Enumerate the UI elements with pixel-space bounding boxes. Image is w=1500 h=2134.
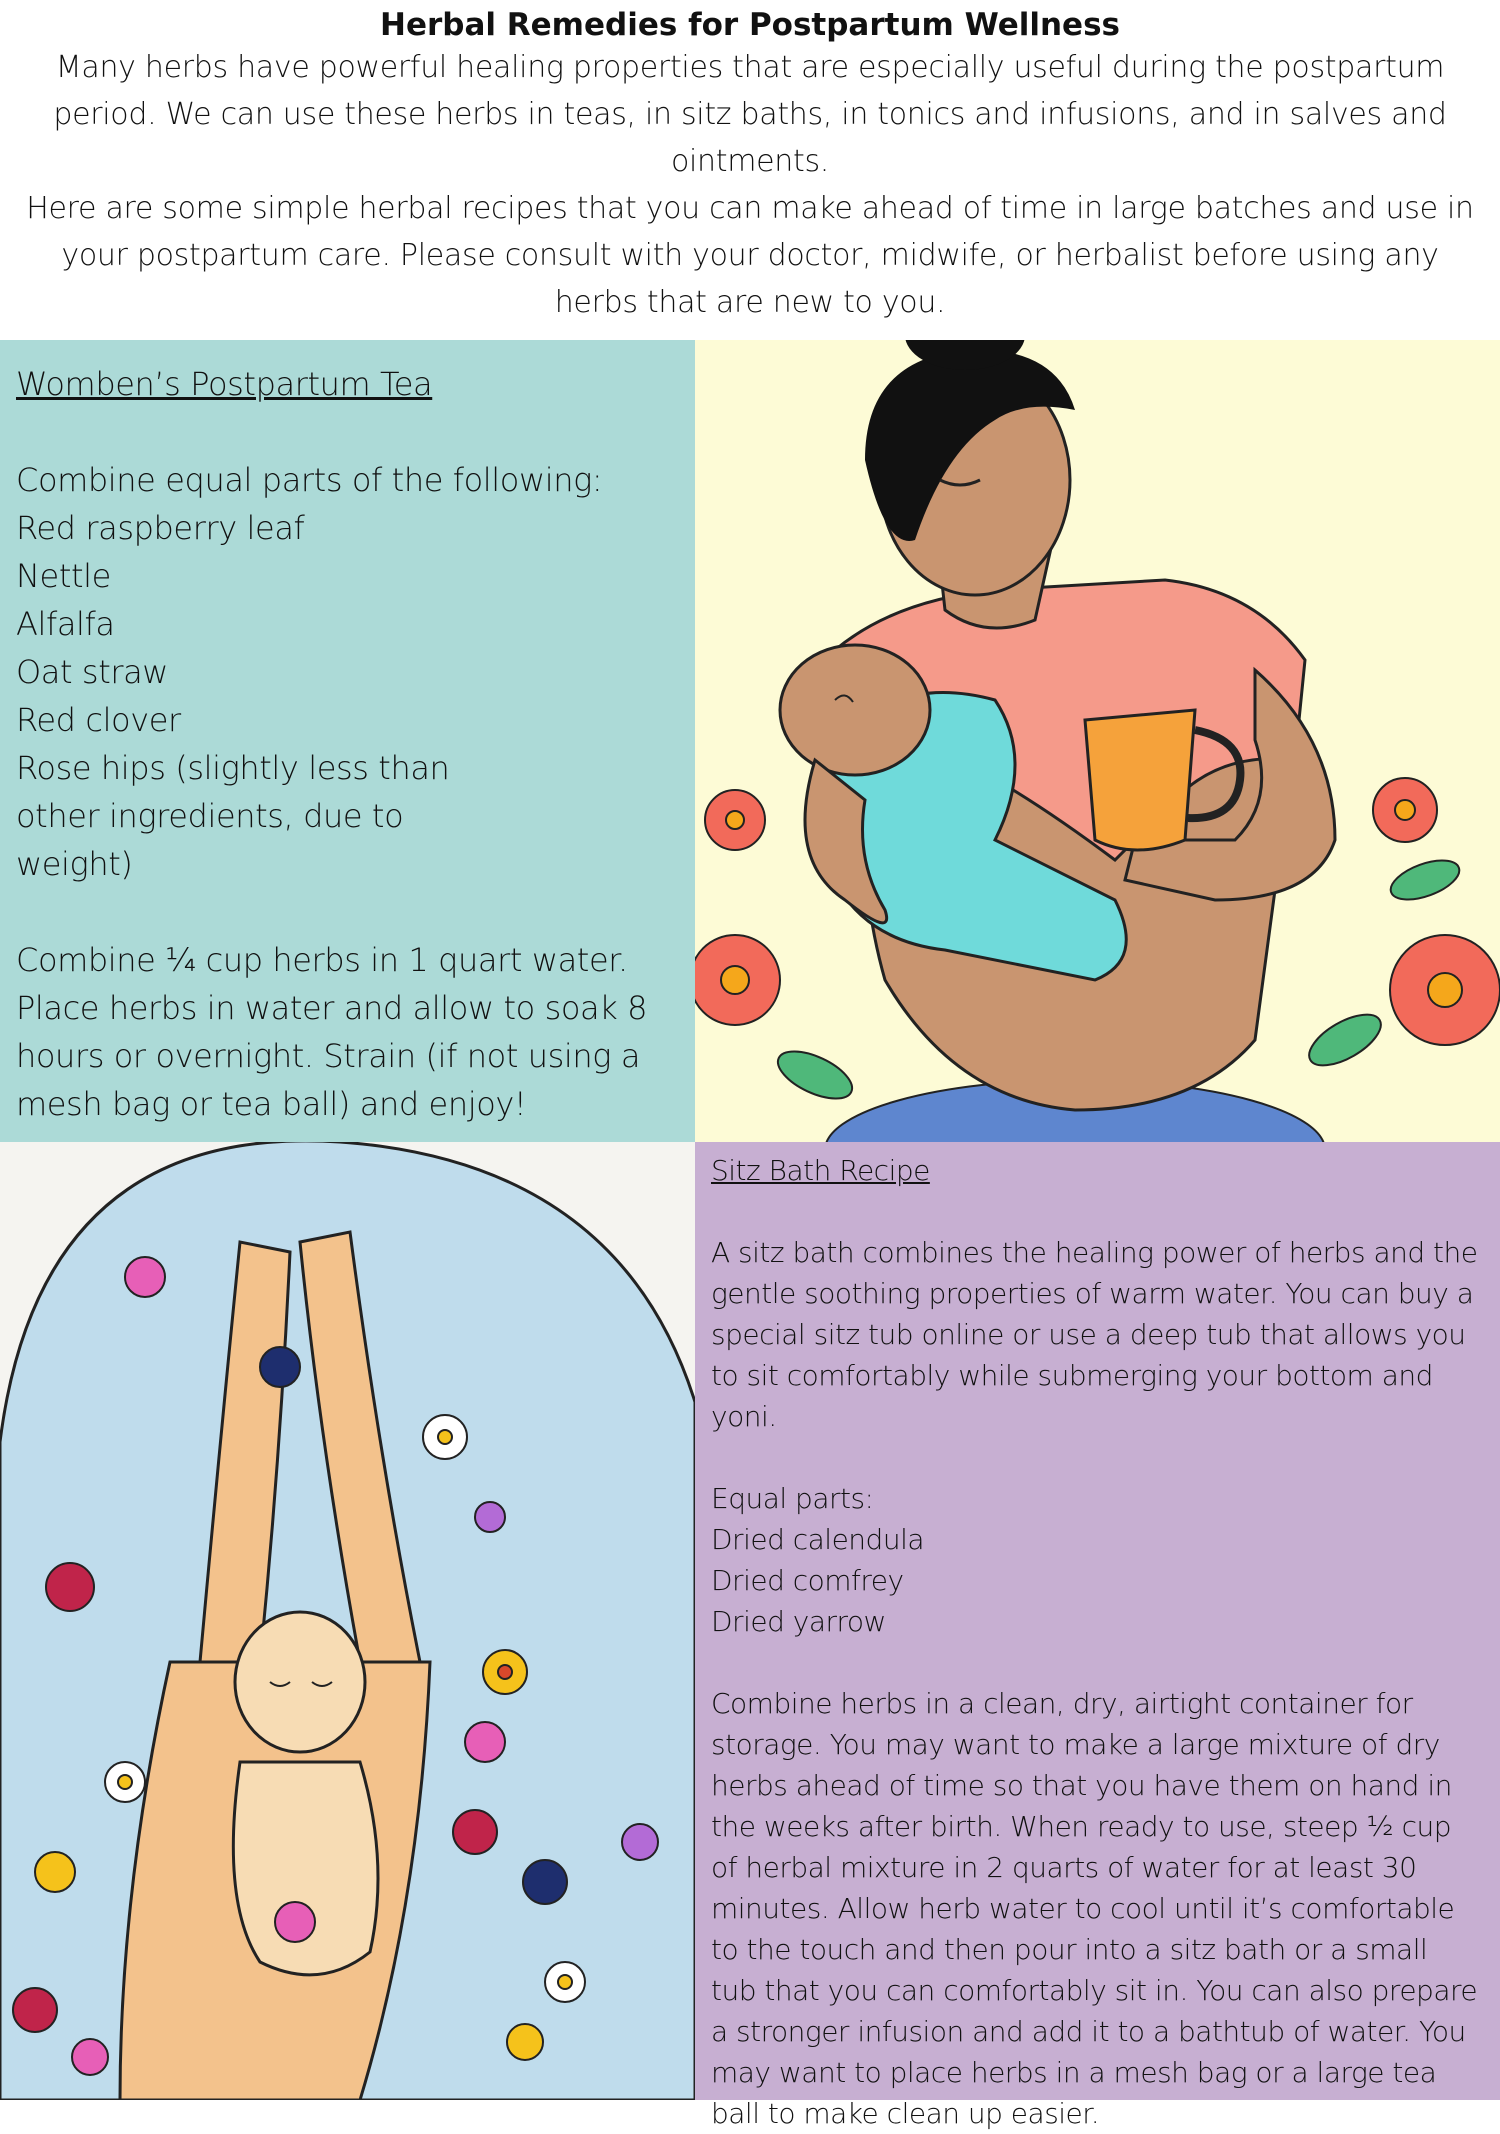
- sitz-heading: Sitz Bath Recipe: [711, 1154, 930, 1187]
- tea-recipe-panel: [0, 340, 695, 1142]
- tea-lead: Combine equal parts of the following:: [16, 461, 603, 499]
- sitz-ingredient: Dried yarrow: [711, 1605, 886, 1638]
- tea-heading: Wombenʼs Postpartum Tea: [16, 365, 433, 403]
- intro-paragraph-1: Many herbs have powerful healing properties that are especially useful during the postpartum period. We can use these herbs in teas, in sitz baths, in tonics and infusions, and in salves and ointments.: [53, 50, 1447, 179]
- tea-ingredient: Rose hips (slightly less than other ingredients, due to weight): [16, 749, 450, 883]
- tea-ingredient: Nettle: [16, 557, 111, 595]
- page-title: Herbal Remedies for Postpartum Wellness: [380, 7, 1120, 43]
- tea-ingredient: Oat straw: [16, 653, 169, 691]
- bath-illustration: [0, 1142, 695, 2100]
- sitz-intro: A sitz bath combines the healing power of herbs and the gentle soothing properties of warm water. You can buy a special sitz tub online or use a deep tub that allows you to sit comfortably while submerging your bottom and yoni.: [711, 1236, 1478, 1433]
- sitz-ingredient: Dried comfrey: [711, 1564, 904, 1597]
- sitz-lead: Equal parts:: [711, 1482, 874, 1515]
- tea-ingredient: Red raspberry leaf: [16, 509, 305, 547]
- tea-ingredient: Red clover: [16, 701, 181, 739]
- sitz-recipe-panel: [695, 1142, 1500, 2130]
- intro-paragraph-2: Here are some simple herbal recipes that you can make ahead of time in large batches and use in your postpartum care. Please consult with your doctor, midwife, or herbalist before using any herbs that are new to you.: [26, 191, 1474, 320]
- header: [0, 0, 1500, 340]
- tea-instructions: Combine ¼ cup herbs in 1 quart water. Place herbs in water and allow to soak 8 hours or overnight. Strain (if not using a mesh bag or tea ball) and enjoy!: [16, 941, 648, 1123]
- sitz-ingredient: Dried calendula: [711, 1523, 925, 1556]
- tea-ingredient: Alfalfa: [16, 605, 115, 643]
- sitz-instructions: Combine herbs in a clean, dry, airtight container for storage. You may want to make a large mixture of dry herbs ahead of time so that you have them on hand in the weeks after birth. When ready to use, steep ½ cup of herbal mixture in 2 quarts of water for at least 30 minutes. Allow herb water to cool until itʼs comfortable to the touch and then pour into a sitz bath or a small tub that you can comfortably sit in. You can also prepare a stronger infusion and add it to a bathtub of water. You may want to place herbs in a mesh bag or a large tea ball to make clean up easier.: [711, 1687, 1478, 2130]
- mother-illustration: [695, 340, 1500, 1142]
